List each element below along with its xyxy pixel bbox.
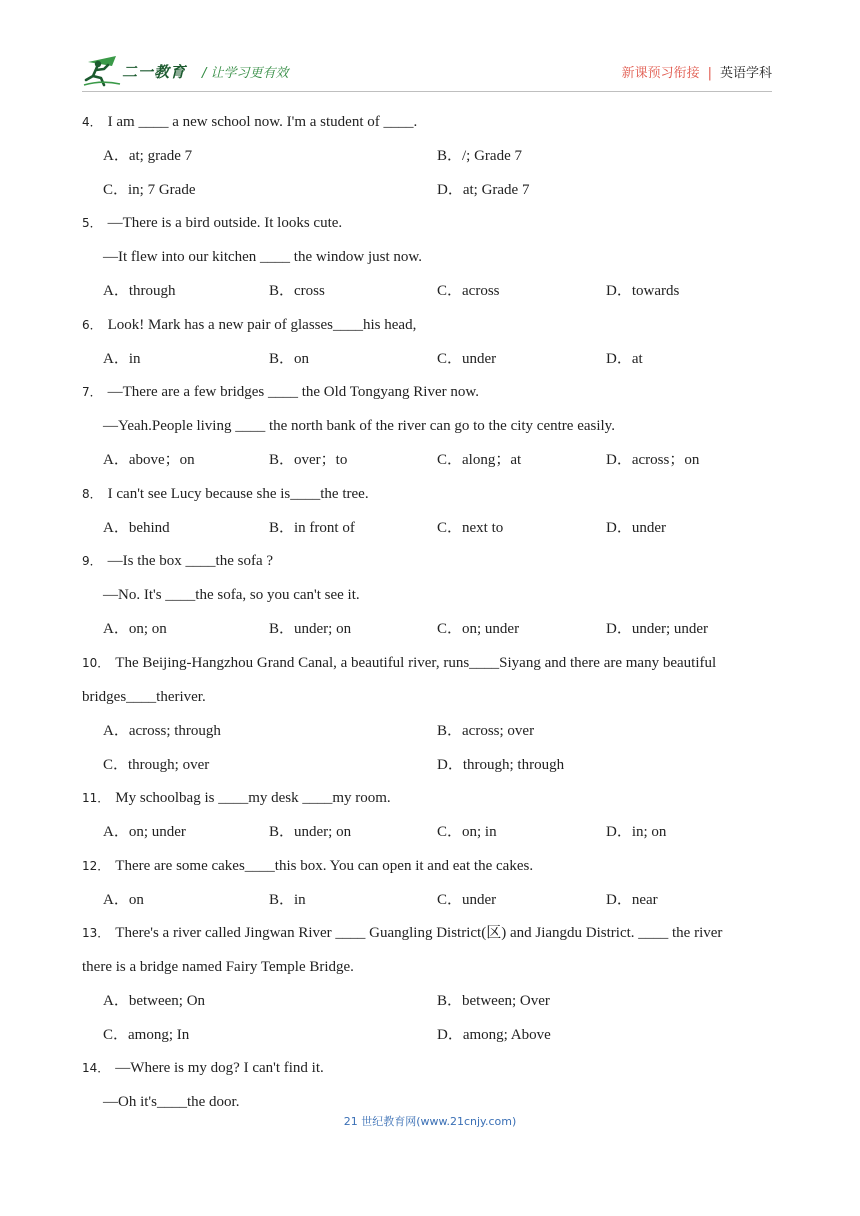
option: A．on	[103, 892, 144, 908]
option: D．in; on	[606, 824, 667, 840]
option: B．across; over	[437, 723, 535, 739]
option: D．at; Grade 7	[437, 182, 530, 198]
question-number: 7．	[82, 385, 102, 399]
option: A．on; under	[103, 824, 186, 840]
option: B．over；to	[269, 452, 348, 468]
question-number: 14．	[82, 1061, 110, 1075]
option: C．in; 7 Grade	[103, 182, 196, 198]
option: D．under; under	[606, 621, 709, 637]
question-14-stem: 14． —Where is my dog? I can't find it.	[82, 1060, 324, 1076]
header-subject: 英语学科	[719, 66, 772, 81]
question-number: 11．	[82, 791, 110, 805]
option: C．among; In	[103, 1027, 190, 1043]
option: C．along；at	[437, 452, 522, 468]
question-7-stem: 7． —There are a few bridges ____ the Old Tongyang River now.	[82, 384, 479, 400]
logo-text: 二一教育	[122, 63, 187, 81]
question-10-stem-line: bridges____theriver.	[82, 689, 206, 705]
question-9-stem: 9． —Is the box ____the sofa ?	[82, 553, 274, 569]
header-separator: |	[707, 66, 712, 81]
option: C．on; in	[437, 824, 497, 840]
option: A．through	[103, 283, 176, 299]
question-13-stem: 13． There's a river called Jingwan River ____ Guangling District(区) and Jiangdu District. ____ the river	[82, 925, 723, 941]
question-5-stem-line: —It flew into our kitchen ____ the window just now.	[103, 249, 422, 265]
question-number: 13．	[82, 926, 110, 940]
question-12-stem: 12． There are some cakes____this box. You can open it and eat the cakes.	[82, 858, 534, 874]
option: A．at; grade 7	[103, 148, 193, 164]
question-number: 4．	[82, 115, 102, 129]
question-number: 12．	[82, 859, 110, 873]
option: C．next to	[437, 520, 504, 536]
question-number: 5．	[82, 216, 102, 230]
option: D．across；on	[606, 452, 700, 468]
option: B．between; Over	[437, 993, 550, 1009]
option: C．under	[437, 892, 497, 908]
header-slogan: / 让学习更有效	[202, 66, 289, 81]
page-header	[82, 54, 772, 90]
option: A．between; On	[103, 993, 206, 1009]
option: D．through; through	[437, 757, 565, 773]
question-13-stem-line: there is a bridge named Fairy Temple Bridge.	[82, 959, 354, 975]
option: D．at	[606, 351, 643, 367]
option: D．under	[606, 520, 666, 536]
option: B．in	[269, 892, 306, 908]
question-11-stem: 11． My schoolbag is ____my desk ____my room.	[82, 790, 391, 806]
question-number: 10．	[82, 656, 110, 670]
option: A．across; through	[103, 723, 221, 739]
question-8-stem: 8． I can't see Lucy because she is____the tree.	[82, 486, 369, 502]
page-footer: 21 世纪教育网(www.21cnjy.com)	[343, 1115, 517, 1128]
option: A．above；on	[103, 452, 195, 468]
header-course: 新课预习衔接	[621, 66, 700, 81]
option: B．cross	[269, 283, 325, 299]
question-9-stem-line: —No. It's ____the sofa, so you can't see it.	[103, 587, 360, 603]
option: B．under; on	[269, 824, 352, 840]
option: D．near	[606, 892, 658, 908]
question-number: 6．	[82, 318, 102, 332]
option: C．through; over	[103, 757, 210, 773]
option: A．in	[103, 351, 141, 367]
question-7-stem-line: —Yeah.People living ____ the north bank of the river can go to the city centre easily.	[103, 418, 615, 434]
header-divider	[82, 91, 772, 92]
option: A．behind	[103, 520, 170, 536]
option: C．across	[437, 283, 500, 299]
option: B．under; on	[269, 621, 352, 637]
option: A．on; on	[103, 621, 167, 637]
option: C．on; under	[437, 621, 520, 637]
question-10-stem: 10． The Beijing-Hangzhou Grand Canal, a beautiful river, runs____Siyang and there are many beautiful	[82, 655, 717, 671]
question-5-stem: 5． —There is a bird outside. It looks cute.	[82, 215, 343, 231]
question-4-stem: 4． I am ____ a new school now. I'm a student of ____.	[82, 114, 418, 130]
header-right	[622, 62, 772, 81]
question-6-stem: 6． Look! Mark has a new pair of glasses____his head,	[82, 317, 417, 333]
option: B．/; Grade 7	[437, 148, 522, 164]
option: B．in front of	[269, 520, 355, 536]
question-number: 9．	[82, 554, 102, 568]
option: D．among; Above	[437, 1027, 551, 1043]
option: D．towards	[606, 283, 680, 299]
option: B．on	[269, 351, 310, 367]
question-number: 8．	[82, 487, 102, 501]
option: C．under	[437, 351, 497, 367]
question-14-stem-line: —Oh it's____the door.	[103, 1094, 240, 1110]
